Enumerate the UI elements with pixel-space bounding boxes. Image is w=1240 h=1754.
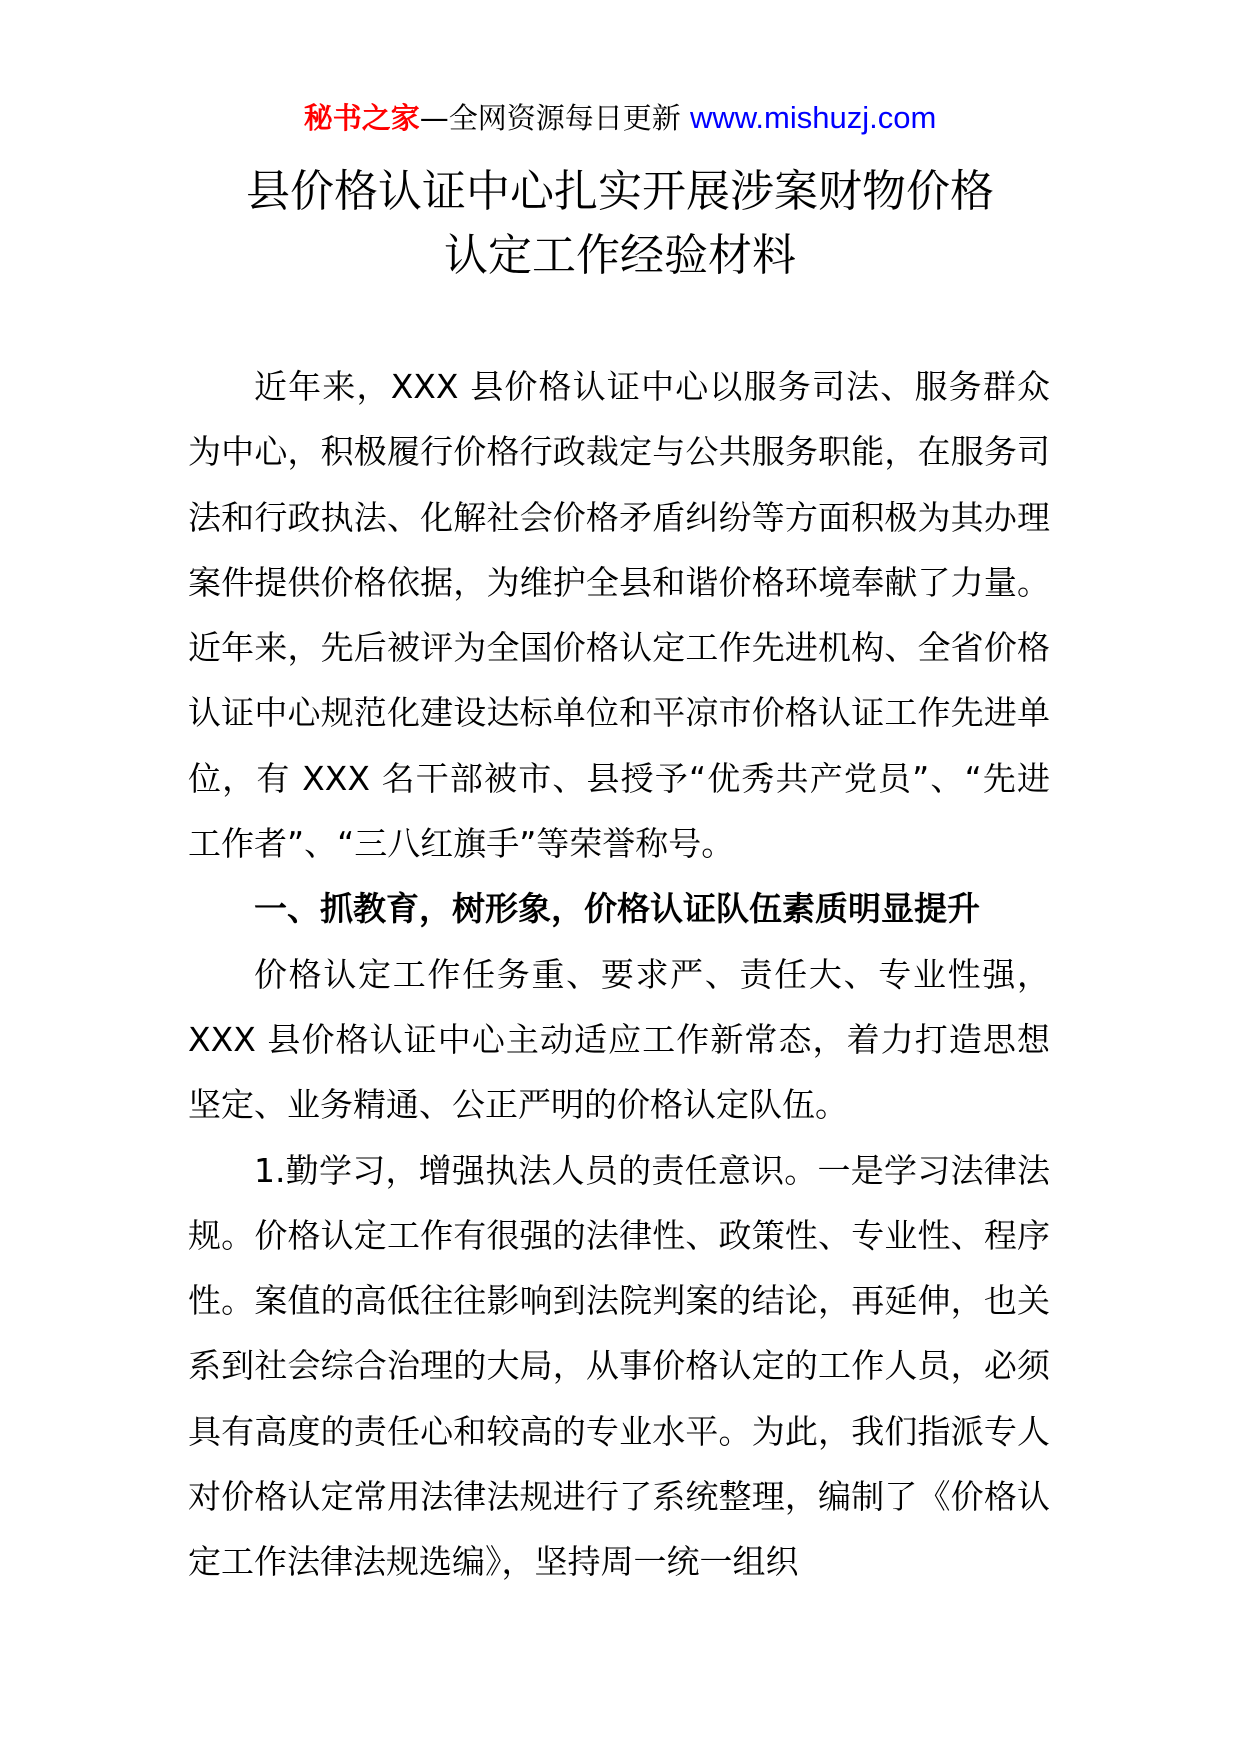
title-line-1: 县价格认证中心扎实开展涉案财物价格	[246, 166, 994, 217]
website-link[interactable]: www.mishuzj.com	[689, 100, 937, 135]
title-line-2: 认定工作经验材料	[444, 230, 796, 281]
paragraph-intro: 近年来，XXX 县价格认证中心以服务司法、服务群众为中心，积极履行价格行政裁定与公共服务职能，在服务司法和行政执法、化解社会价格矛盾纠纷等方面积极为其办理案件提供价格依据，为维护全县和谐价格环境奉献了力量。近年来，先后被评为全国价格认定工作先进机构、全省价格认证中心规范化建设达标单位和平凉市价格认证工作先进单位，有 XXX 名干部被市、县授予“优秀共产党员”、“先进工作者”、“三八红旗手”等荣誉称号。	[188, 367, 1050, 864]
document-body	[188, 354, 1050, 1595]
site-header	[0, 98, 1240, 138]
paragraph-item-1: 1.勤学习，增强执法人员的责任意识。一是学习法律法规。价格认定工作有很强的法律性、政策性、专业性、程序性。案值的高低往往影响到法院判案的结论，再延伸，也关系到社会综合治理的大局，从事价格认定的工作人员，必须具有高度的责任心和较高的专业水平。为此，我们指派专人对价格认定常用法律法规进行了系统整理，编制了《价格认定工作法律法规选编》，坚持周一统一组织	[188, 1150, 1050, 1582]
brand-name: 秘书之家	[303, 101, 420, 135]
section-heading-1: 一、抓教育，树形象，价格认证队伍素质明显提升	[254, 889, 980, 929]
paragraph-section-1: 价格认定工作任务重、要求严、责任大、专业性强，XXX 县价格认证中心主动适应工作新常态，着力打造思想坚定、业务精通、公正严明的价格认定队伍。	[188, 954, 1050, 1125]
header-slogan: —全网资源每日更新	[419, 101, 681, 135]
document-title	[0, 160, 1240, 288]
